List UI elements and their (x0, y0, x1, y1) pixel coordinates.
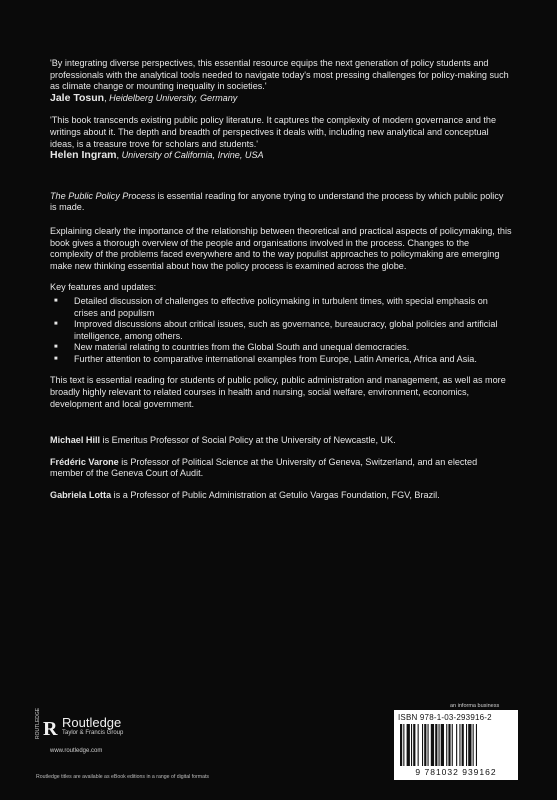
intro-text: is essential reading for anyone trying to understand the process by which public policy is made. (50, 190, 504, 213)
list-item: ■ Further attention to comparative international examples from Europe, Latin America, Africa and Asia. (50, 354, 512, 366)
publisher-url: www.routledge.com (50, 748, 103, 754)
intro-paragraph (50, 191, 512, 214)
author-name: Michael Hill (50, 435, 101, 446)
informa-label: an informa business (450, 703, 500, 709)
author-bio-text: is a Professor of Public Administration at Getulio Vargas Foundation, FGV, Brazil. (111, 490, 440, 501)
author-bio-3 (50, 490, 512, 502)
description-paragraph: Explaining clearly the importance of the relationship between theoretical and practical aspects of policymaking, this book gives a thorough overview of the people and organisations involved in the process. Changes to the complexity of the problems faced everywhere and to the way populist approaches to policymaking are emerging make new thinking essential about how the policy process is examined across the globe. (50, 225, 512, 271)
endorsement-quote-1: 'By integrating diverse perspectives, this essential resource equips the next generation of policy students and professionals with the analytical tools needed to navigate today's most pressing challenges for policy-making such as climate change or mounting inequality in societies.' (50, 58, 509, 92)
book-title: The Public Policy Process (50, 190, 156, 201)
barcode-number: 9 781032 939162 (415, 767, 497, 777)
isbn-barcode (394, 710, 518, 780)
routledge-logo-icon (35, 707, 58, 741)
svg-text:R: R (43, 718, 58, 740)
isbn-label: ISBN 978-1-03-293916-2 (398, 713, 492, 722)
key-features-list (50, 296, 512, 366)
key-features-heading: Key features and updates: (50, 282, 157, 293)
list-item: ■ Detailed discussion of challenges to effective policymaking in turbulent times, with special emphasis on crises and populism (50, 296, 512, 319)
publisher-name: Routledge (62, 715, 122, 730)
routledge-side-text: ROUTLEDGE (35, 707, 41, 739)
list-item: ■ New material relating to countries from the Global South and unequal democracies. (50, 342, 512, 354)
author-bio-2 (50, 457, 512, 480)
endorser-name: Helen Ingram (50, 149, 117, 162)
endorsement-author-1: Jale Tosun, Heidelberg University, Germany (50, 91, 238, 104)
closing-paragraph: This text is essential reading for students of public policy, public administration and management, as well as more broadly highly relevant to related courses in health and nursing, social welfare, environment, economics, development and local government. (50, 375, 506, 409)
barcode-icon (398, 724, 514, 766)
author-bio-text: is Emeritus Professor of Social Policy at the University of Newcastle, UK. (100, 435, 396, 446)
author-bio-text: is Professor of Political Science at the University of Geneva, Switzerland, and an elected member of the Geneva Court of Audit. (50, 456, 478, 479)
author-name: Gabriela Lotta (50, 490, 112, 501)
author-bio-1 (50, 435, 512, 447)
publisher-tagline: Taylor & Francis Group (62, 730, 124, 736)
endorser-affiliation: Heidelberg University, Germany (109, 92, 238, 103)
publisher-logo (35, 707, 186, 755)
author-name: Frédéric Varone (50, 456, 119, 467)
endorser-affiliation: University of California, Irvine, USA (121, 150, 264, 161)
back-cover-text (50, 58, 512, 512)
list-item: ■ Improved discussions about critical issues, such as governance, bureaucracy, global policies and artificial intelligence, among others. (50, 319, 512, 342)
endorsement-quote-2: 'This book transcends existing public policy literature. It captures the complexity of modern governance and the writings about it. The depth and breadth of perspectives it deals with, including new analytical and conceptual ideas, is a treasure trove for scholars and students.' (50, 115, 497, 149)
endorsement-author-2: Helen Ingram, University of California, Irvine, USA (50, 149, 264, 162)
ebook-footnote: Routledge titles are available as eBook editions in a range of digital formats (36, 774, 210, 780)
endorser-name: Jale Tosun (50, 91, 105, 104)
